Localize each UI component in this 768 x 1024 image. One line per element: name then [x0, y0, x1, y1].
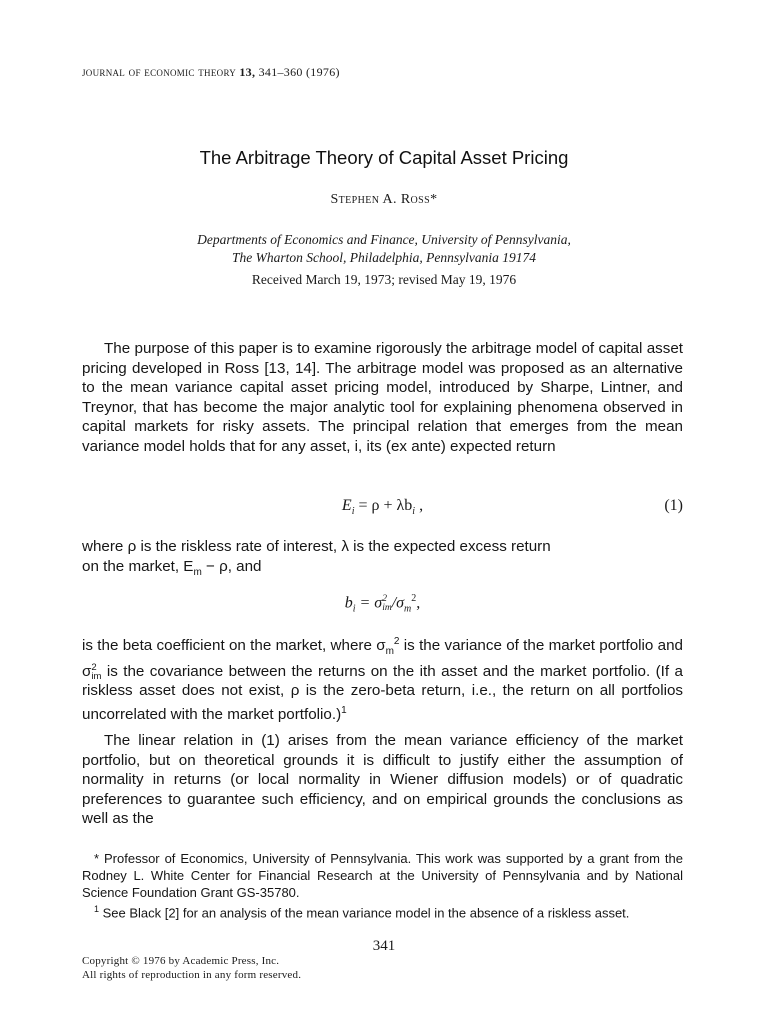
paper-title: The Arbitrage Theory of Capital Asset Pricing [199, 147, 569, 168]
body-paragraph-4-block [82, 731, 683, 829]
body-paragraph-2: where ρ is the riskless rate of interest, λ is the expected excess return on the market, $E_m - \rho$, and [82, 538, 551, 578]
copyright-notice [82, 954, 301, 982]
footnotes [82, 851, 683, 923]
body-paragraph-4: The linear relation in (1) arises from the mean variance efficiency of the market portfolio, but on theoretical grounds it is difficult to justify either the assumption of normality in returns (or local normality in Wiener diffusion models) or of quadratic preferences to guarantee such efficiency, and on empirical grounds the conclusions as well as the [82, 732, 683, 828]
journal-volume: 13, [239, 65, 256, 79]
journal-pages-year: 341–360 (1976) [258, 65, 340, 79]
page-number: 341 [372, 938, 396, 954]
copyright-line-1: Copyright © 1976 by Academic Press, Inc. [82, 955, 280, 967]
received-dates: Received March 19, 1973; revised May 19, 1976 [251, 272, 517, 287]
footnote-1: $^1$ See Black [2] for an analysis of the mean variance model in the absence of a riskless asset. [94, 904, 630, 921]
footnote-ref-1: 1 [341, 704, 347, 716]
affiliation-line-1: Departments of Economics and Finance, University of Pennsylvania, [197, 232, 571, 247]
body-paragraph-3: is the beta coefficient on the market, where $\sigma_m^2$ is the variance of the market portfolio and σ 2 im is the covariance between the returns on the ith asset and the market portfolio. (If a riskless asset does not exist, ρ is the zero-beta return, i.e., the return on all portfolios uncorrelated with the market portfolio.)$^1$ [82, 636, 683, 723]
author-affiliation [0, 231, 768, 267]
body-paragraph-1: The purpose of this paper is to examine rigorously the arbitrage model of capital asset pricing developed in Ross [13, 14]. The arbitrage model was proposed as an alternative to the mean variance capital asset pricing model, introduced by Sharpe, Lintner, and Treynor, that has become the major analytic tool for explaining phenomena observed in capital markets for risky assets. The principal relation that emerges from the mean variance model holds that for any asset, i, its (ex ante) expected return [82, 340, 683, 455]
equation-2-expression: $b_i = \sigma$ 2 im $/\sigma_m^2$, [344, 593, 421, 615]
affiliation-line-2: The Wharton School, Philadelphia, Pennsylvania 19174 [231, 250, 537, 265]
running-head [82, 64, 340, 80]
journal-name: journal of economic theory [82, 64, 237, 79]
footnote-star: * Professor of Economics, University of Pennsylvania. This work was supported by a grant from the Rodney L. White Center for Financial Research at the University of Pennsylvania and by National Science Foundation Grant GS-35780. [82, 851, 683, 900]
body-paragraph-2-block [82, 537, 683, 582]
body-paragraph-1-block [82, 339, 683, 457]
equation-1-number: (1) [664, 497, 683, 514]
body-paragraph-3-block [82, 632, 683, 725]
copyright-line-2: All rights of reproduction in any form reserved. [82, 969, 302, 981]
paper-author: Stephen A. Ross* [330, 192, 438, 207]
equation-1-expression: $E_i = \rho + \lambda b_i$ , [341, 497, 424, 518]
